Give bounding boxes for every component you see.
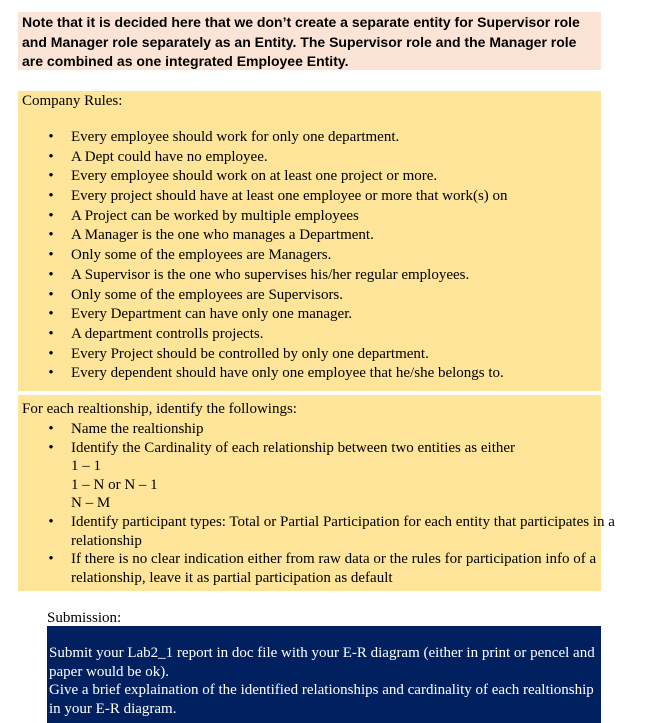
- list-item: [0, 345, 640, 365]
- cardinality-option: 1 – N or N – 1: [71, 476, 158, 493]
- rule-text: Every project should have at least one employee or more that work(s) on: [71, 188, 508, 205]
- rule-text: A Supervisor is the one who supervises his/her regular employees.: [71, 266, 470, 283]
- note-box: [18, 12, 601, 70]
- list-item: [0, 266, 640, 286]
- list-item: [0, 286, 640, 306]
- bullet-icon: •: [48, 421, 54, 437]
- cardinality-option: N – M: [71, 495, 111, 512]
- list-item: [0, 207, 640, 227]
- bullet-icon: •: [48, 345, 54, 362]
- bullet-icon: •: [48, 286, 54, 303]
- bullet-icon: •: [48, 365, 54, 382]
- submission-paragraph: Submit your Lab2_1 report in doc file with your E-R diagram (either in print or pencel and paper would be ok).: [49, 645, 595, 680]
- bullet-icon: •: [48, 148, 54, 165]
- list-item: [0, 226, 640, 246]
- list-item: [0, 187, 640, 207]
- cardinality-option: 1 – 1: [71, 458, 101, 475]
- list-item: [0, 305, 640, 325]
- instruction-text: If there is no clear indication either from raw data or the rules for participation info of a relationship, leave it as partial participation as default: [71, 551, 597, 586]
- bullet-icon: •: [48, 439, 54, 456]
- company-rules-list: [0, 128, 640, 384]
- bullet-icon: •: [48, 513, 54, 530]
- relationship-instructions-list: [0, 420, 640, 587]
- rule-text: Only some of the employees are Managers.: [71, 247, 332, 264]
- bullet-icon: •: [48, 227, 54, 244]
- rule-text: A department controlls projects.: [71, 325, 264, 342]
- rule-text: A Manager is the one who manages a Department.: [71, 227, 374, 244]
- bullet-icon: •: [48, 207, 54, 224]
- rule-text: Every dependent should have only one employee that he/she belongs to.: [71, 365, 504, 382]
- bullet-icon: •: [48, 188, 54, 205]
- rule-text: Only some of the employees are Supervisors.: [71, 286, 344, 303]
- list-item: [0, 420, 640, 439]
- rule-text: A Dept could have no employee.: [71, 148, 268, 165]
- bullet-icon: •: [48, 551, 54, 568]
- bullet-icon: •: [48, 325, 54, 342]
- list-item: [0, 550, 640, 587]
- company-rules-heading: Company Rules:: [22, 93, 123, 109]
- bullet-icon: •: [48, 247, 54, 264]
- list-item: [0, 364, 640, 384]
- list-item: [0, 439, 640, 513]
- list-item: [0, 167, 640, 187]
- list-item: [0, 148, 640, 168]
- list-item: [0, 128, 640, 148]
- rule-text: Every Project should be controlled by only one department.: [71, 345, 429, 362]
- rule-text: Every employee should work on at least one project or more.: [71, 168, 438, 185]
- rule-text: Every Department can have only one manager.: [71, 306, 353, 323]
- submission-paragraph: Give a brief explaination of the identified relationships and cardinality of each realtionship in your E-R diagram.: [49, 682, 594, 717]
- instruction-text: Name the realtionship: [71, 421, 204, 437]
- bullet-icon: •: [48, 168, 54, 185]
- bullet-icon: •: [48, 306, 54, 323]
- rule-text: Every employee should work for only one department.: [71, 129, 400, 145]
- bullet-icon: •: [48, 266, 54, 283]
- bullet-icon: •: [48, 129, 54, 145]
- submission-panel: [47, 626, 601, 723]
- list-item: [0, 325, 640, 345]
- list-item: [0, 246, 640, 266]
- list-item: [0, 513, 640, 550]
- rule-text: A Project can be worked by multiple employees: [71, 207, 359, 224]
- submission-label: Submission:: [47, 610, 122, 626]
- instruction-text: Identify participant types: Total or Partial Participation for each entity that participates in a relationship: [71, 513, 615, 549]
- relationship-heading: For each realtionship, identify the followings:: [22, 401, 297, 417]
- note-text: Note that it is decided here that we don’t create a separate entity for Supervisor role and Manager role separately as an Entity. The Supervisor role and the Manager role are combined as one integrated Employee Entity.: [22, 14, 580, 69]
- instruction-text: Identify the Cardinality of each relationship between two entities as either: [71, 439, 516, 456]
